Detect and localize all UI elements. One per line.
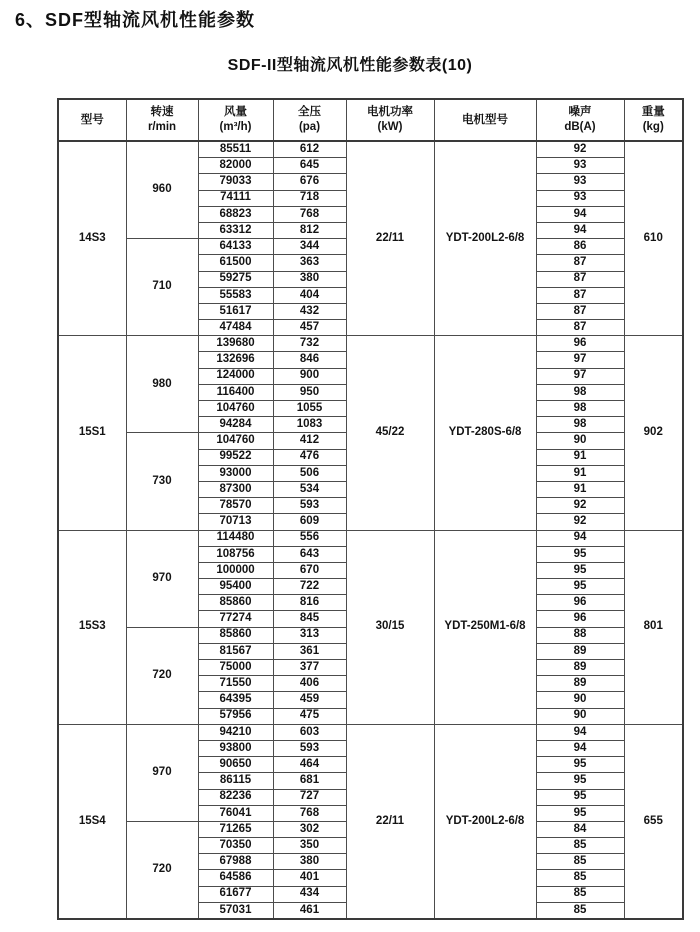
cell-noise: 84 [536, 821, 624, 837]
performance-table [57, 98, 684, 920]
cell-pressure: 434 [273, 886, 346, 902]
table-header [58, 99, 683, 141]
cell-noise: 94 [536, 724, 624, 740]
cell-noise: 85 [536, 886, 624, 902]
cell-pressure: 313 [273, 627, 346, 643]
cell-noise: 95 [536, 757, 624, 773]
cell-pressure: 603 [273, 724, 346, 740]
cell-airflow: 85860 [198, 627, 273, 643]
header-speed-line: r/min [147, 121, 177, 133]
cell-noise: 92 [536, 514, 624, 530]
cell-speed: 970 [126, 724, 198, 821]
cell-pressure: 401 [273, 870, 346, 886]
cell-airflow: 57031 [198, 902, 273, 919]
cell-airflow: 75000 [198, 660, 273, 676]
cell-pressure: 1055 [273, 401, 346, 417]
cell-noise: 95 [536, 579, 624, 595]
cell-pressure: 645 [273, 158, 346, 174]
cell-pressure: 768 [273, 805, 346, 821]
cell-airflow: 61677 [198, 886, 273, 902]
cell-airflow: 139680 [198, 336, 273, 352]
cell-pressure: 361 [273, 643, 346, 659]
cell-airflow: 116400 [198, 384, 273, 400]
cell-airflow: 64586 [198, 870, 273, 886]
table-header-row [58, 99, 683, 141]
cell-model: 15S4 [58, 724, 126, 919]
cell-airflow: 93800 [198, 740, 273, 756]
cell-model: 15S1 [58, 336, 126, 530]
header-airflow-line: (m³/h) [219, 121, 252, 133]
cell-pressure: 457 [273, 320, 346, 336]
cell-pressure: 302 [273, 821, 346, 837]
cell-airflow: 104760 [198, 401, 273, 417]
cell-noise: 87 [536, 271, 624, 287]
cell-airflow: 57956 [198, 708, 273, 724]
cell-noise: 87 [536, 255, 624, 271]
cell-airflow: 74111 [198, 190, 273, 206]
cell-airflow: 82000 [198, 158, 273, 174]
cell-airflow: 71265 [198, 821, 273, 837]
cell-pressure: 344 [273, 239, 346, 255]
cell-noise: 96 [536, 595, 624, 611]
cell-weight: 610 [624, 141, 683, 336]
header-noise-line: 噪声 [568, 106, 592, 119]
cell-airflow: 67988 [198, 854, 273, 870]
cell-pressure: 900 [273, 368, 346, 384]
cell-pressure: 475 [273, 708, 346, 724]
cell-airflow: 51617 [198, 303, 273, 319]
cell-noise: 92 [536, 141, 624, 158]
cell-pressure: 380 [273, 854, 346, 870]
cell-power: 45/22 [346, 336, 434, 530]
cell-pressure: 412 [273, 433, 346, 449]
header-noise-line: dB(A) [564, 121, 596, 133]
cell-airflow: 99522 [198, 449, 273, 465]
cell-motor: YDT-280S-6/8 [434, 336, 536, 530]
cell-airflow: 78570 [198, 498, 273, 514]
cell-pressure: 350 [273, 838, 346, 854]
table-row [58, 530, 683, 546]
cell-noise: 94 [536, 530, 624, 546]
cell-noise: 89 [536, 676, 624, 692]
cell-airflow: 59275 [198, 271, 273, 287]
cell-pressure: 676 [273, 174, 346, 190]
cell-pressure: 406 [273, 676, 346, 692]
cell-airflow: 95400 [198, 579, 273, 595]
cell-airflow: 79033 [198, 174, 273, 190]
header-airflow-line: 风量 [224, 106, 247, 119]
cell-model: 15S3 [58, 530, 126, 724]
cell-noise: 87 [536, 320, 624, 336]
header-airflow [198, 99, 273, 141]
cell-pressure: 643 [273, 546, 346, 562]
cell-pressure: 593 [273, 740, 346, 756]
cell-power: 22/11 [346, 141, 434, 336]
cell-noise: 98 [536, 401, 624, 417]
cell-airflow: 94284 [198, 417, 273, 433]
cell-speed: 970 [126, 530, 198, 627]
cell-pressure: 722 [273, 579, 346, 595]
header-pressure [273, 99, 346, 141]
cell-pressure: 432 [273, 303, 346, 319]
cell-pressure: 845 [273, 611, 346, 627]
table-title: SDF-II型轴流风机性能参数表(10) [227, 57, 473, 74]
cell-noise: 85 [536, 838, 624, 854]
cell-speed: 720 [126, 821, 198, 919]
cell-pressure: 363 [273, 255, 346, 271]
cell-airflow: 77274 [198, 611, 273, 627]
cell-noise: 88 [536, 627, 624, 643]
cell-airflow: 82236 [198, 789, 273, 805]
cell-pressure: 670 [273, 562, 346, 578]
cell-airflow: 70350 [198, 838, 273, 854]
cell-airflow: 100000 [198, 562, 273, 578]
header-power-line: (kW) [377, 121, 403, 133]
cell-pressure: 812 [273, 222, 346, 238]
header-pressure-line: (pa) [298, 121, 321, 133]
cell-pressure: 534 [273, 481, 346, 497]
cell-noise: 95 [536, 546, 624, 562]
cell-pressure: 609 [273, 514, 346, 530]
cell-noise: 92 [536, 498, 624, 514]
cell-airflow: 85511 [198, 141, 273, 158]
table-body [58, 141, 683, 919]
header-model: 型号 [58, 99, 126, 141]
cell-noise: 94 [536, 206, 624, 222]
cell-airflow: 90650 [198, 757, 273, 773]
cell-noise: 91 [536, 465, 624, 481]
table-row [58, 336, 683, 352]
cell-power: 22/11 [346, 724, 434, 919]
cell-noise: 91 [536, 481, 624, 497]
cell-noise: 85 [536, 870, 624, 886]
cell-speed: 710 [126, 239, 198, 336]
cell-airflow: 93000 [198, 465, 273, 481]
cell-pressure: 593 [273, 498, 346, 514]
cell-noise: 90 [536, 433, 624, 449]
cell-pressure: 816 [273, 595, 346, 611]
cell-noise: 90 [536, 708, 624, 724]
cell-power: 30/15 [346, 530, 434, 724]
header-pressure-line: 全压 [298, 106, 321, 119]
header-weight-line: (kg) [642, 121, 664, 133]
cell-pressure: 461 [273, 902, 346, 919]
cell-noise: 95 [536, 805, 624, 821]
cell-pressure: 950 [273, 384, 346, 400]
cell-speed: 960 [126, 141, 198, 239]
cell-weight: 655 [624, 724, 683, 919]
header-weight [624, 99, 683, 141]
header-power-line: 电机功率 [367, 106, 413, 119]
cell-airflow: 104760 [198, 433, 273, 449]
cell-airflow: 87300 [198, 481, 273, 497]
cell-airflow: 86115 [198, 773, 273, 789]
cell-noise: 93 [536, 190, 624, 206]
cell-airflow: 64133 [198, 239, 273, 255]
cell-noise: 90 [536, 692, 624, 708]
cell-noise: 97 [536, 368, 624, 384]
cell-noise: 91 [536, 449, 624, 465]
cell-noise: 96 [536, 336, 624, 352]
cell-noise: 98 [536, 384, 624, 400]
cell-pressure: 464 [273, 757, 346, 773]
cell-noise: 98 [536, 417, 624, 433]
cell-motor: YDT-200L2-6/8 [434, 724, 536, 919]
cell-noise: 89 [536, 643, 624, 659]
cell-noise: 96 [536, 611, 624, 627]
cell-noise: 95 [536, 789, 624, 805]
table-row [58, 141, 683, 158]
cell-noise: 85 [536, 854, 624, 870]
cell-airflow: 108756 [198, 546, 273, 562]
cell-pressure: 476 [273, 449, 346, 465]
cell-noise: 87 [536, 287, 624, 303]
cell-noise: 93 [536, 174, 624, 190]
cell-airflow: 71550 [198, 676, 273, 692]
cell-motor: YDT-250M1-6/8 [434, 530, 536, 724]
cell-noise: 97 [536, 352, 624, 368]
cell-airflow: 64395 [198, 692, 273, 708]
cell-airflow: 70713 [198, 514, 273, 530]
cell-pressure: 404 [273, 287, 346, 303]
cell-speed: 730 [126, 433, 198, 530]
cell-noise: 93 [536, 158, 624, 174]
cell-airflow: 85860 [198, 595, 273, 611]
cell-speed: 980 [126, 336, 198, 433]
header-motor: 电机型号 [434, 99, 536, 141]
cell-noise: 86 [536, 239, 624, 255]
cell-pressure: 846 [273, 352, 346, 368]
cell-pressure: 718 [273, 190, 346, 206]
cell-pressure: 459 [273, 692, 346, 708]
header-power [346, 99, 434, 141]
cell-airflow: 81567 [198, 643, 273, 659]
cell-weight: 801 [624, 530, 683, 724]
cell-pressure: 681 [273, 773, 346, 789]
cell-airflow: 63312 [198, 222, 273, 238]
cell-noise: 87 [536, 303, 624, 319]
cell-pressure: 506 [273, 465, 346, 481]
cell-pressure: 768 [273, 206, 346, 222]
cell-noise: 89 [536, 660, 624, 676]
cell-pressure: 377 [273, 660, 346, 676]
cell-weight: 902 [624, 336, 683, 530]
cell-airflow: 76041 [198, 805, 273, 821]
cell-airflow: 68823 [198, 206, 273, 222]
header-weight-line: 重量 [641, 106, 665, 119]
header-noise [536, 99, 624, 141]
cell-airflow: 132696 [198, 352, 273, 368]
cell-noise: 94 [536, 222, 624, 238]
cell-pressure: 727 [273, 789, 346, 805]
cell-noise: 95 [536, 562, 624, 578]
cell-pressure: 1083 [273, 417, 346, 433]
cell-pressure: 732 [273, 336, 346, 352]
cell-pressure: 380 [273, 271, 346, 287]
page-title: 6、SDF型轴流风机性能参数 [15, 10, 256, 30]
cell-airflow: 61500 [198, 255, 273, 271]
cell-pressure: 612 [273, 141, 346, 158]
cell-speed: 720 [126, 627, 198, 724]
cell-pressure: 556 [273, 530, 346, 546]
header-speed-line: 转速 [150, 106, 174, 119]
cell-airflow: 124000 [198, 368, 273, 384]
cell-motor: YDT-200L2-6/8 [434, 141, 536, 336]
cell-airflow: 47484 [198, 320, 273, 336]
cell-model: 14S3 [58, 141, 126, 336]
table-row [58, 724, 683, 740]
cell-airflow: 114480 [198, 530, 273, 546]
cell-noise: 95 [536, 773, 624, 789]
cell-noise: 85 [536, 902, 624, 919]
cell-noise: 94 [536, 740, 624, 756]
cell-airflow: 94210 [198, 724, 273, 740]
header-speed [126, 99, 198, 141]
cell-airflow: 55583 [198, 287, 273, 303]
